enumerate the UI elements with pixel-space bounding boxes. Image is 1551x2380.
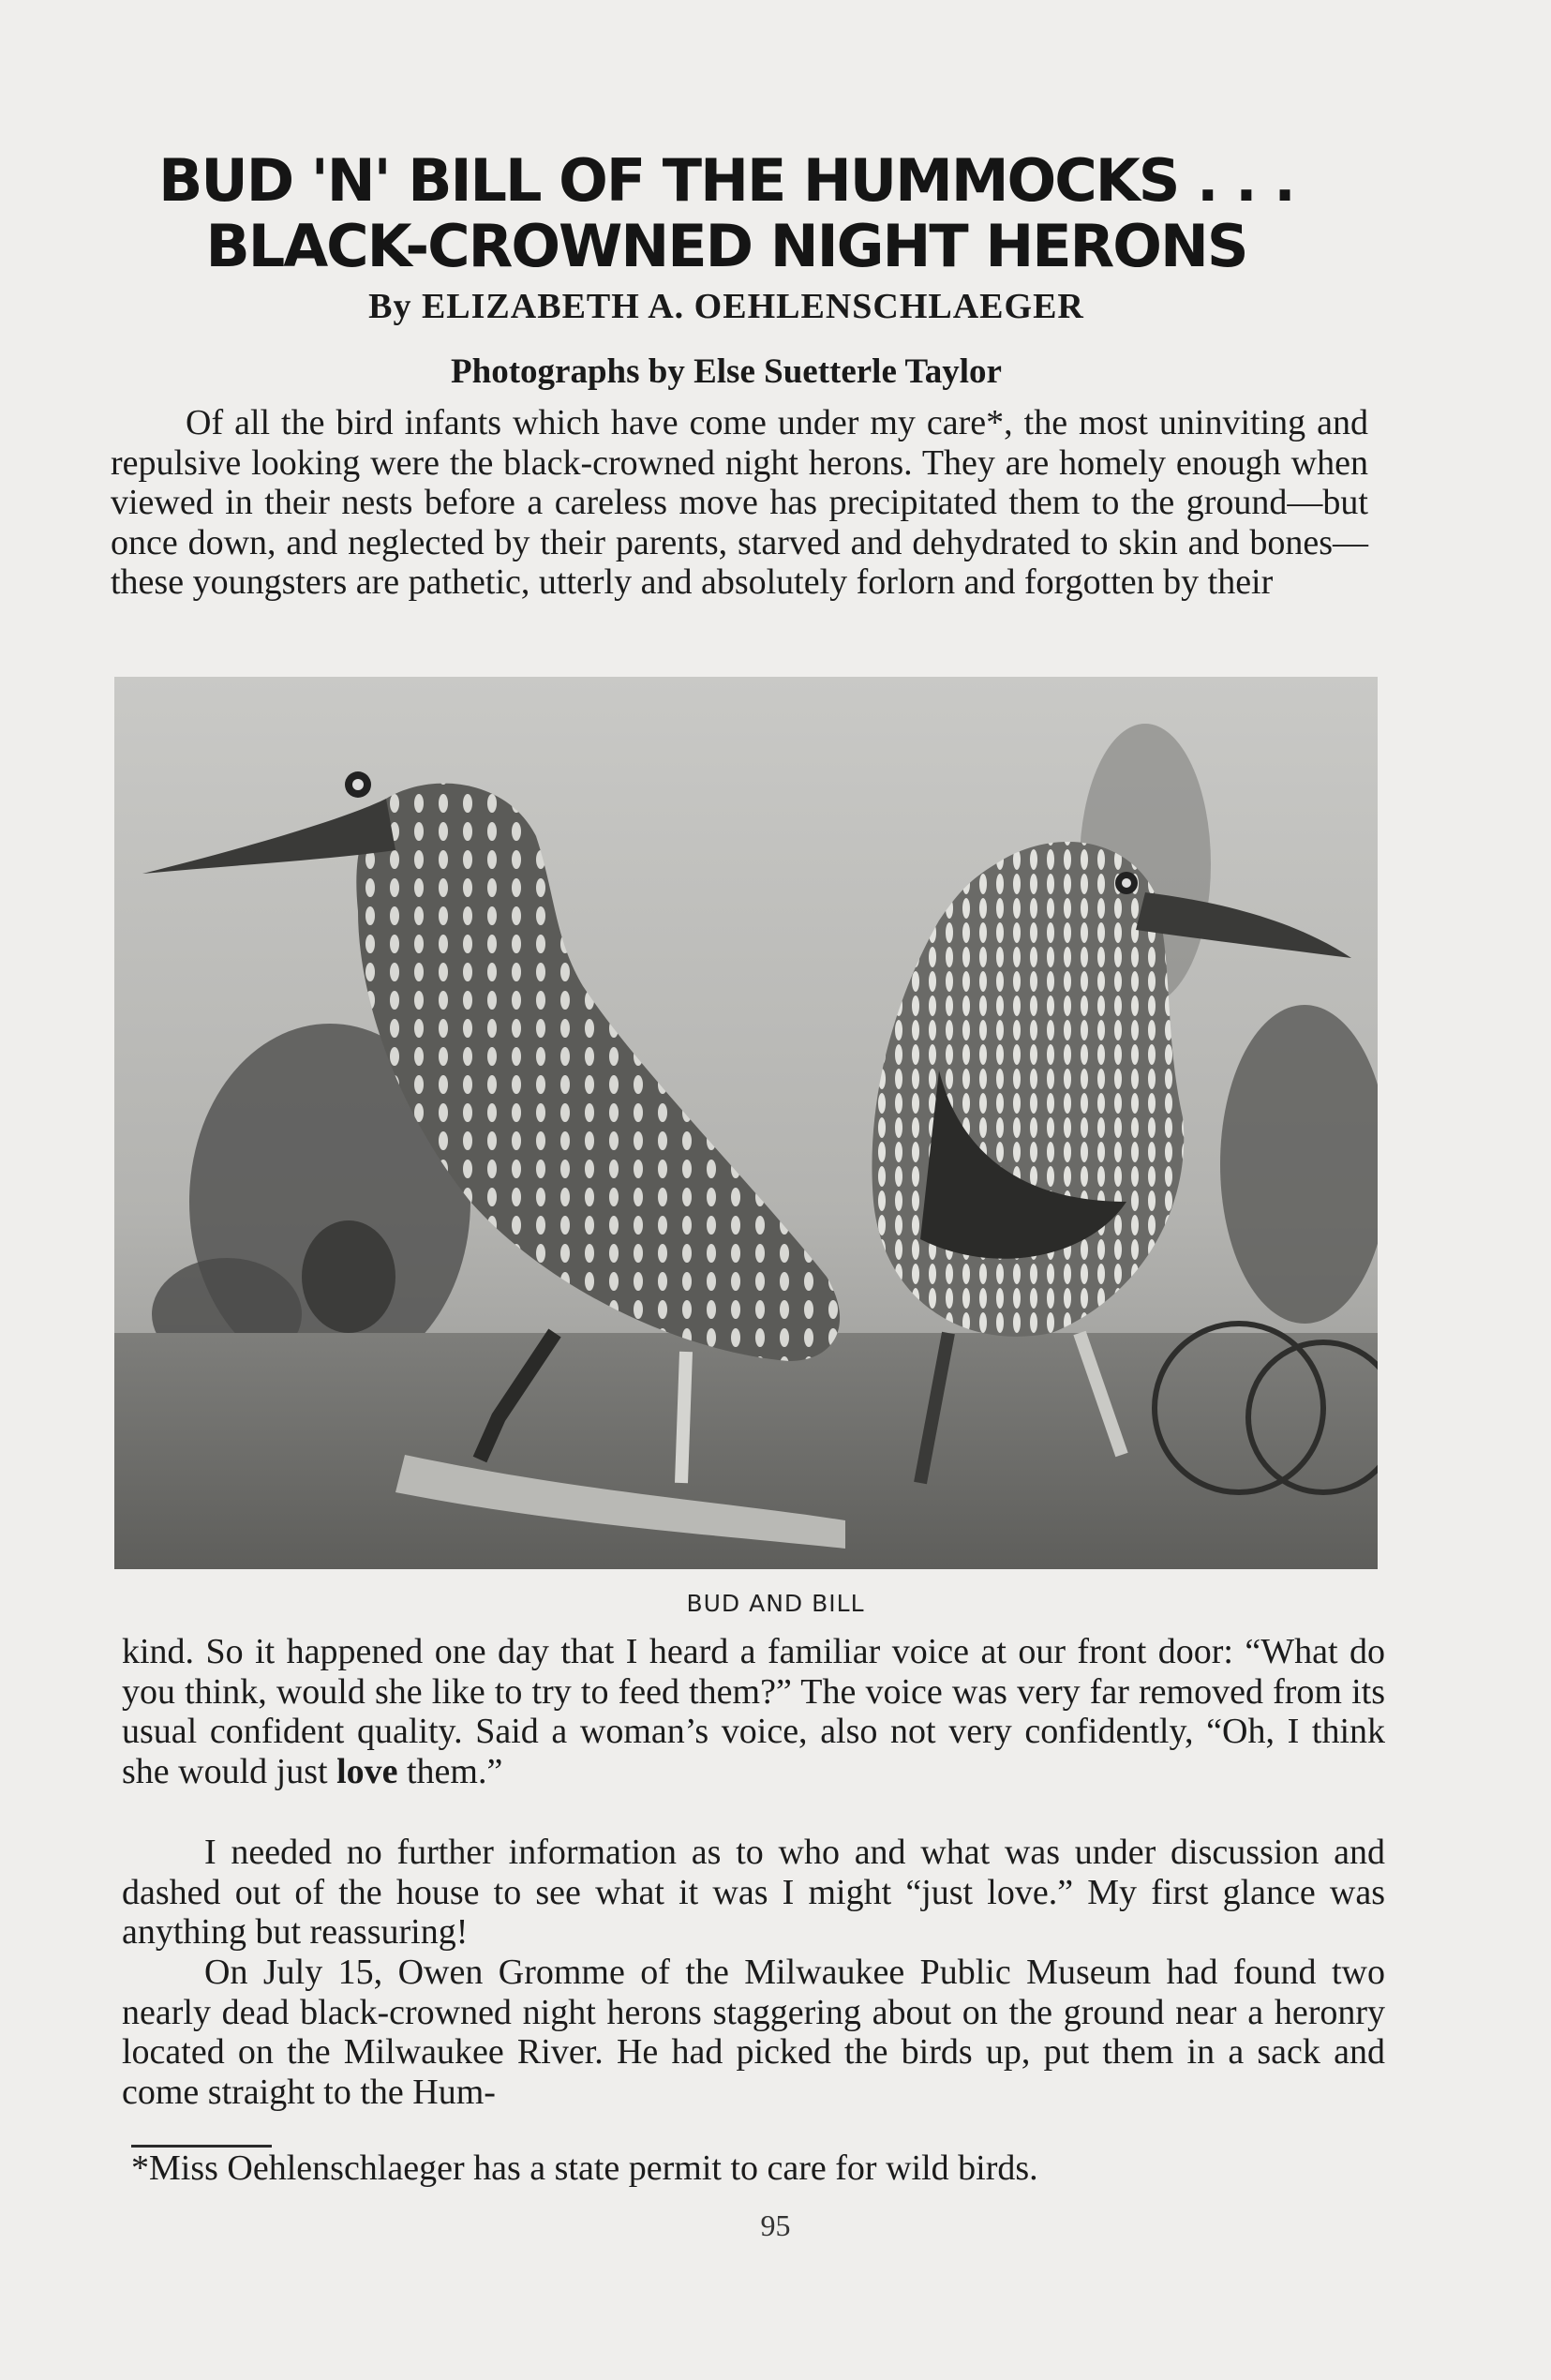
- page-number: 95: [760, 2208, 791, 2242]
- paragraph-3: I needed no further information as to who and what was under discussion and dashed out of the house to see what it was I might “just love.” My first glance was anything but reassuring!: [122, 1833, 1385, 1952]
- footnote: *Miss Oehlenschlaeger has a state permit to care for wild birds.: [131, 2148, 1038, 2188]
- heron-photograph: [114, 677, 1378, 1569]
- article-title-line-2: BLACK-CROWNED NIGHT HERONS: [205, 212, 1247, 280]
- paragraph-4: On July 15, Owen Gromme of the Milwaukee Public Museum had found two nearly dead black-crowned night herons staggering about on the ground near a heronry located on the Milwaukee River. He had picked the birds up, put them in a sack and come straight to the Hum-: [122, 1953, 1385, 2112]
- article-title-line-1: BUD 'N' BILL OF THE HUMMOCKS . . .: [158, 146, 1294, 215]
- paragraph-1: Of all the bird infants which have come under my care*, the most uninviting and repulsive looking were the black-crowned night herons. They are homely enough when viewed in their nests before a careless move has precipitated them to the ground—but once down, and neglected by their parents, starved and dehydrated to skin and bones—these youngsters are pathetic, utterly and absolutely forlorn and forgotten by their: [111, 403, 1368, 602]
- photo-caption: BUD AND BILL: [686, 1590, 865, 1617]
- paragraph-2-text: kind. So it happened one day that I heard a familiar voice at our front door: “What do you think, would she like to try to feed them?” The voice was very far removed from its usual confident quality. Said a woman’s voice, also not very confidently, “Oh, I think she would just: [122, 1632, 1385, 1791]
- paragraph-2-end: them.”: [397, 1751, 503, 1791]
- author-byline: By ELIZABETH A. OEHLENSCHLAEGER: [368, 287, 1084, 326]
- paragraph-2: [122, 1632, 1385, 1791]
- emphasis-love: love: [336, 1751, 398, 1791]
- photo-credit: Photographs by Else Suetterle Taylor: [451, 352, 1002, 391]
